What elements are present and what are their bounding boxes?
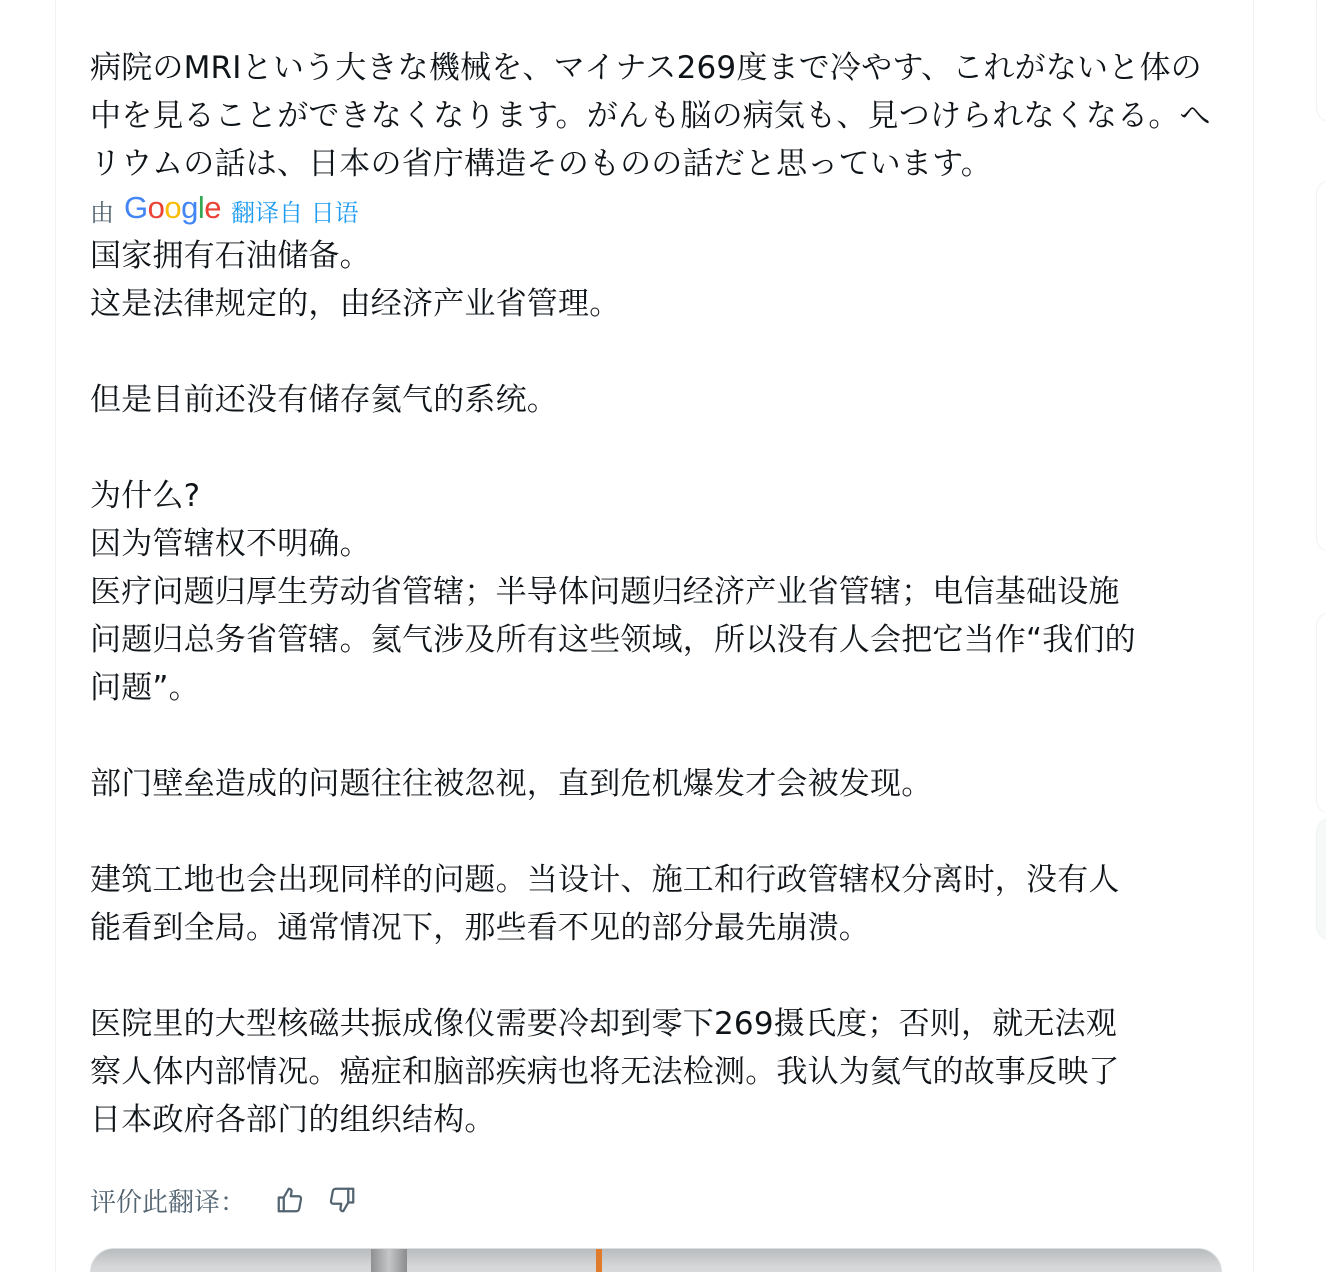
translated-line: 医院里的大型核磁共振成像仪需要冷却到零下269摄氏度；否则，就无法观 [90,1006,1117,1042]
sidebar-card [1316,818,1326,940]
original-post-text [90,44,1230,188]
paragraph-gap [90,808,1230,856]
sidebar-card [1316,612,1326,814]
original-line: 中を見ることができなくなります。がんも脳の病気も、見つけられなくなる。へ [90,98,1211,134]
timeline-left-border [55,0,56,1272]
translated-line: 医疗问题归厚生劳动省管辖；半导体问题归经济产业省管辖；电信基础设施 [90,574,1120,610]
translated-line: 问题”。 [90,670,200,706]
post-body [90,44,1230,1220]
translated-line: 国家拥有石油储备。 [90,238,371,274]
thumbs-down-icon [327,1185,357,1215]
rate-translation [90,1180,1230,1220]
thumbs-up-button[interactable] [270,1180,310,1220]
google-logo: Google [124,190,222,225]
original-line: リウムの話は、日本の省庁構造そのものの話だと思っています。 [90,146,993,182]
translated-line: 因为管辖权不明确。 [90,526,371,562]
paragraph-gap [90,952,1230,1000]
paragraph-gap [90,712,1230,760]
translation-attribution [90,188,1230,232]
translated-line: 但是目前还没有储存氦气的系统。 [90,382,558,418]
media-detail [371,1249,407,1272]
translated-line: 日本政府各部门的组织结构。 [90,1102,496,1138]
translated-line: 建筑工地也会出现同样的问题。当设计、施工和行政管辖权分离时，没有人 [90,862,1120,898]
media-detail [596,1249,602,1272]
post-media-image[interactable] [90,1248,1222,1272]
translated-line: 这是法律规定的，由经济产业省管理。 [90,286,621,322]
thumbs-up-icon [275,1185,305,1215]
translated-post-text [90,232,1230,1144]
thumbs-down-button[interactable] [322,1180,362,1220]
sidebar-card [1316,180,1326,552]
translation-by-label: 由 [90,198,114,227]
timeline-right-border [1253,0,1254,1272]
translated-line: 察人体内部情况。癌症和脑部疾病也将无法检测。我认为氦气的故事反映了 [90,1054,1120,1090]
translated-from-link[interactable]: 翻译自 日语 [231,198,359,227]
rate-translation-label: 评价此翻译： [90,1187,247,1218]
translated-line: 部门壁垒造成的问题往往被忽视，直到危机爆发才会被发现。 [90,766,933,802]
sidebar-card [1316,0,1326,122]
paragraph-gap [90,424,1230,472]
original-line: 病院のMRIという大きな機械を、マイナス269度まで冷やす、これがないと体の [90,50,1202,86]
translated-line: 问题归总务省管辖。氦气涉及所有这些领域，所以没有人会把它当作“我们的 [90,622,1136,658]
translated-line: 为什么? [90,478,201,514]
paragraph-gap [90,328,1230,376]
translated-line: 能看到全局。通常情况下，那些看不见的部分最先崩溃。 [90,910,870,946]
